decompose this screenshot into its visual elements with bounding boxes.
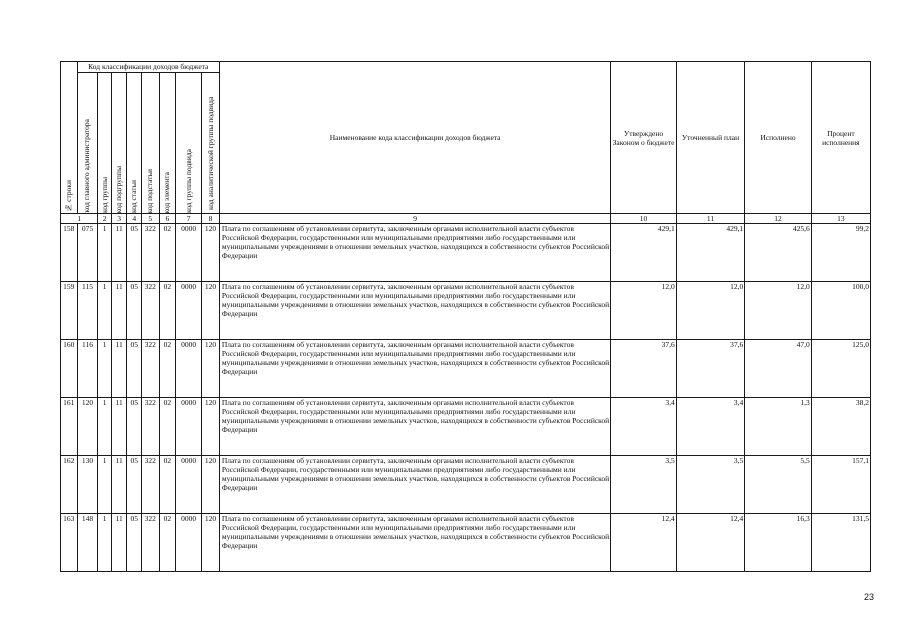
group-code: 1 [98,456,111,514]
group-code: 1 [98,340,111,398]
code-header-subtype-group: код группы подвида [176,73,202,214]
subarticle-code: 322 [141,514,159,572]
group-code: 1 [98,398,111,456]
refined-plan-column-header: Уточненный план [676,62,745,214]
element-code: 02 [159,456,176,514]
approved-value: 3,5 [611,456,676,514]
subgroup-code: 11 [111,224,127,282]
row-number: 160 [61,340,78,398]
column-number-row [61,214,871,224]
income-name: Плата по соглашениям об установлении сервитута, заключенным органами исполнительной власти субъектов Российской Федерации, государственными или муниципальными предприятиями либо государственными или муниципальными учреждениями в отношении земельных участков, находящихся в собственности субъектов Российской Федерации [219,340,610,398]
admin-code: 116 [77,340,98,398]
subtype-group-code: 0000 [176,514,202,572]
analytic-group-code: 120 [202,456,220,514]
table-row [61,340,871,398]
row-number-header: № строки [61,62,78,214]
col-number: 6 [159,214,176,224]
admin-code: 148 [77,514,98,572]
row-number: 159 [61,282,78,340]
row-number: 161 [61,398,78,456]
col-number: 7 [176,214,202,224]
budget-income-table [60,61,871,572]
subarticle-code: 322 [141,282,159,340]
code-header-article: код статьи [127,73,142,214]
row-number: 162 [61,456,78,514]
refined-value: 429,1 [676,224,745,282]
income-name: Плата по соглашениям об установлении сервитута, заключенным органами исполнительной власти субъектов Российской Федерации, государственными или муниципальными предприятиями либо государственными или муниципальными учреждениями в отношении земельных участков, находящихся в собственности субъектов Российской Федерации [219,456,610,514]
executed-value: 47,0 [745,340,811,398]
code-header-admin: код главного администратора [77,73,98,214]
article-code: 05 [127,340,142,398]
element-code: 02 [159,340,176,398]
subarticle-code: 322 [141,456,159,514]
subgroup-code: 11 [111,456,127,514]
table-body [61,224,871,572]
analytic-group-code: 120 [202,282,220,340]
table-header [61,62,871,224]
executed-value: 1,3 [745,398,811,456]
subarticle-code: 322 [141,340,159,398]
admin-code: 120 [77,398,98,456]
group-code: 1 [98,514,111,572]
approved-value: 12,4 [611,514,676,572]
percent-value: 99,2 [811,224,870,282]
table-row [61,224,871,282]
col-number: 1 [61,214,98,224]
article-code: 05 [127,224,142,282]
subgroup-code: 11 [111,514,127,572]
element-code: 02 [159,224,176,282]
article-code: 05 [127,398,142,456]
article-code: 05 [127,456,142,514]
refined-value: 3,5 [676,456,745,514]
executed-value: 5,5 [745,456,811,514]
refined-value: 12,4 [676,514,745,572]
subtype-group-code: 0000 [176,456,202,514]
analytic-group-code: 120 [202,224,220,282]
refined-value: 37,6 [676,340,745,398]
col-number: 12 [745,214,811,224]
executed-value: 16,3 [745,514,811,572]
admin-code: 115 [77,282,98,340]
table-row [61,456,871,514]
col-number: 3 [111,214,127,224]
subtype-group-code: 0000 [176,224,202,282]
subgroup-code: 11 [111,340,127,398]
element-code: 02 [159,514,176,572]
analytic-group-code: 120 [202,514,220,572]
subarticle-code: 322 [141,224,159,282]
refined-value: 12,0 [676,282,745,340]
admin-code: 130 [77,456,98,514]
col-number: 4 [127,214,142,224]
classification-group-header: Код классификации доходов бюджета [77,62,219,73]
code-header-group: код группы [98,73,111,214]
name-column-header: Наименование кода классификации доходов бюджета [219,62,610,214]
analytic-group-code: 120 [202,398,220,456]
income-name: Плата по соглашениям об установлении сервитута, заключенным органами исполнительной власти субъектов Российской Федерации, государственными или муниципальными предприятиями либо государственными или муниципальными учреждениями в отношении земельных участков, находящихся в собственности субъектов Российской Федерации [219,282,610,340]
element-code: 02 [159,398,176,456]
refined-value: 3,4 [676,398,745,456]
executed-value: 12,0 [745,282,811,340]
table-row [61,282,871,340]
approved-value: 12,0 [611,282,676,340]
page-number: 23 [864,592,875,602]
income-name: Плата по соглашениям об установлении сервитута, заключенным органами исполнительной власти субъектов Российской Федерации, государственными или муниципальными предприятиями либо государственными или муниципальными учреждениями в отношении земельных участков, находящихся в собственности субъектов Российской Федерации [219,224,610,282]
code-header-element: код элемента [159,73,176,214]
element-code: 02 [159,282,176,340]
subgroup-code: 11 [111,398,127,456]
group-code: 1 [98,224,111,282]
col-number: 5 [141,214,159,224]
analytic-group-code: 120 [202,340,220,398]
admin-code: 075 [77,224,98,282]
percent-value: 131,5 [811,514,870,572]
approved-column-header: Утверждено Законом о бюджете [611,62,676,214]
approved-value: 3,4 [611,398,676,456]
col-number: 8 [202,214,220,224]
percent-value: 125,0 [811,340,870,398]
income-name: Плата по соглашениям об установлении сервитута, заключенным органами исполнительной власти субъектов Российской Федерации, государственными или муниципальными предприятиями либо государственными или муниципальными учреждениями в отношении земельных участков, находящихся в собственности субъектов Российской Федерации [219,514,610,572]
row-number: 158 [61,224,78,282]
subarticle-code: 322 [141,398,159,456]
subtype-group-code: 0000 [176,398,202,456]
code-header-subarticle: код подстатьи [141,73,159,214]
executed-value: 425,6 [745,224,811,282]
table-row [61,398,871,456]
col-number: 13 [811,214,870,224]
income-name: Плата по соглашениям об установлении сервитута, заключенным органами исполнительной власти субъектов Российской Федерации, государственными или муниципальными предприятиями либо государственными или муниципальными учреждениями в отношении земельных участков, находящихся в собственности субъектов Российской Федерации [219,398,610,456]
percent-value: 157,1 [811,456,870,514]
col-number: 10 [611,214,676,224]
subtype-group-code: 0000 [176,340,202,398]
executed-column-header: Исполнено [745,62,811,214]
approved-value: 429,1 [611,224,676,282]
article-code: 05 [127,514,142,572]
article-code: 05 [127,282,142,340]
approved-value: 37,6 [611,340,676,398]
subtype-group-code: 0000 [176,282,202,340]
table-row [61,514,871,572]
subgroup-code: 11 [111,282,127,340]
col-number: 2 [98,214,111,224]
percent-column-header: Процент исполнения [811,62,870,214]
percent-value: 100,0 [811,282,870,340]
row-number: 163 [61,514,78,572]
group-code: 1 [98,282,111,340]
code-header-analytic-group: код аналитической группы подвида [202,73,220,214]
percent-value: 38,2 [811,398,870,456]
col-number: 9 [219,214,610,224]
col-number: 11 [676,214,745,224]
code-header-subgroup: код подгруппы [111,73,127,214]
